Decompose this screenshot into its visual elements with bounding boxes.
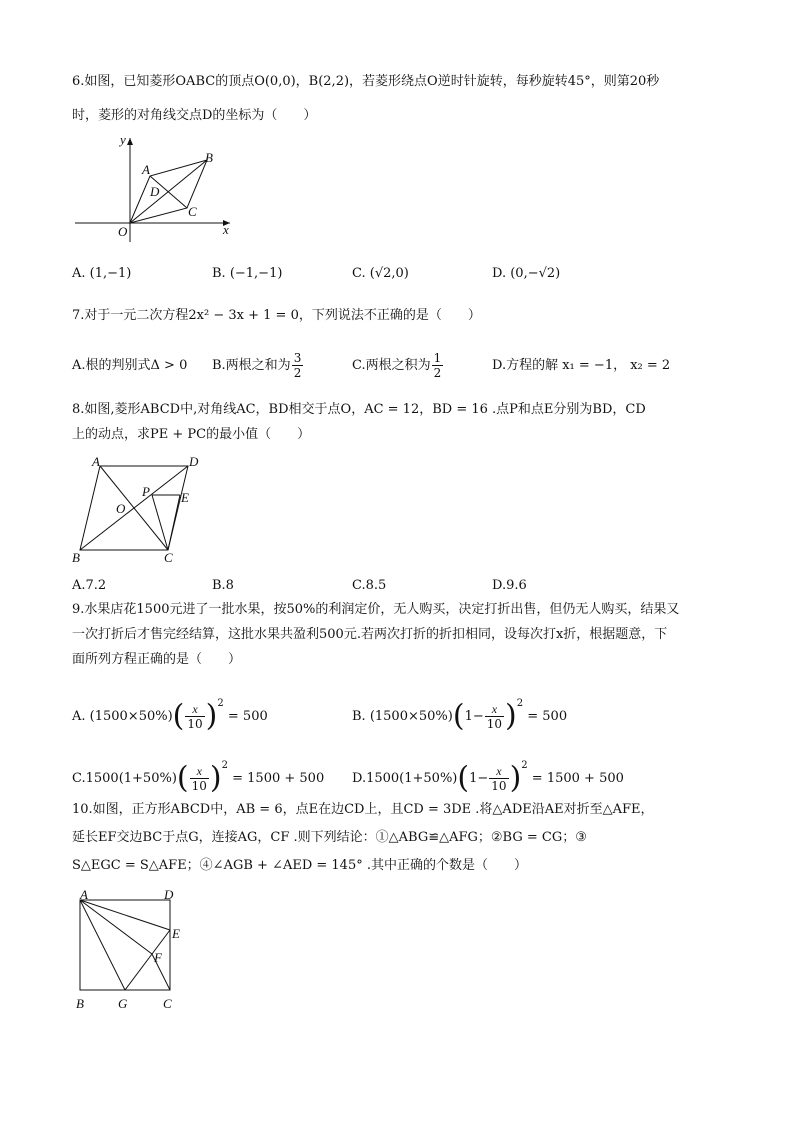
- q9-line3: 面所列方程正确的是（ ）: [72, 652, 242, 667]
- q6-option-b: B. (−1,−1): [212, 266, 283, 281]
- q6-option-a: A. (1,−1): [72, 266, 132, 281]
- q6-label-C: C: [188, 204, 197, 219]
- q8-figure-rhombus: [68, 450, 203, 568]
- q9-option-d: D.1500(1+50%)(1− $\frac{x}{10}$ )$^2$ = 1500 + 500: [352, 760, 624, 796]
- q7-option-a: A.根的判别式Δ > 0: [72, 358, 188, 373]
- q8-line2: 上的动点，求PE + PC的最小值（ ）: [72, 427, 311, 442]
- q10-line2: 延长EF交边BC于点G，连接AG，CF .则下列结论：①△ABG≌△AFG；②BG = CG；③: [72, 830, 587, 845]
- q10-label-F: F: [154, 950, 162, 965]
- q6-label-A: A: [142, 162, 150, 177]
- q7-option-c-text: C.两根之积为: [352, 358, 431, 373]
- q6-line1: 6.如图，已知菱形OABC的顶点O(0,0)，B(2,2)，若菱形绕点O逆时针旋转，每秒旋转45°，则第20秒: [72, 74, 660, 89]
- q10-label-D: D: [164, 890, 174, 902]
- q6-label-D: D: [150, 184, 160, 199]
- q8-label-D: D: [189, 454, 199, 469]
- q7-option-d: D.方程的解 x₁ = −1， x₂ = 2: [492, 358, 671, 373]
- q8-option-a: A.7.2: [72, 578, 107, 593]
- q7-option-b: [212, 348, 304, 384]
- q9-line2: 一次打折后才售完经结算，这批水果共盈利500元.若两次打折的折扣相同，设每次打x折，根据题意，下: [72, 627, 668, 642]
- q8-option-d: D.9.6: [492, 578, 527, 593]
- q10-label-C: C: [163, 996, 172, 1011]
- q7-option-b-fraction: $\frac{3}{2}$: [293, 351, 302, 380]
- q6-label-x: x: [223, 222, 229, 237]
- q7-line1: 7.对于一元二次方程2x² − 3x + 1 = 0，下列说法不正确的是（ ）: [72, 308, 481, 323]
- q10-label-A: A: [80, 890, 88, 902]
- q8-label-O: O: [116, 501, 126, 516]
- q7-option-c: [352, 348, 444, 384]
- q10-line3: S△EGC = S△AFE；④∠AGB + ∠AED = 145° .其中正确的个数是（ ）: [72, 858, 527, 873]
- q6-label-B: B: [205, 150, 213, 165]
- q8-label-E: E: [181, 490, 189, 505]
- q9-option-a: A. (1500×50%)( $\frac{x}{10}$ )$^2$ = 500: [72, 698, 268, 734]
- q7-option-b-text: B.两根之和为: [212, 358, 291, 373]
- q10-label-E: E: [172, 926, 180, 941]
- q8-label-C: C: [164, 550, 173, 565]
- q6-label-y: y: [120, 132, 126, 147]
- q8-option-b: B.8: [212, 578, 234, 593]
- q6-option-c: C. (√2,0): [352, 266, 409, 281]
- q9-option-b: B. (1500×50%)(1− $\frac{x}{10}$ )$^2$ = 500: [352, 698, 568, 734]
- q10-label-G: G: [118, 996, 128, 1011]
- q8-line1: 8.如图,菱形ABCD中,对角线AC，BD相交于点O，AC = 12，BD = 16 .点P和点E分别为BD，CD: [72, 402, 646, 417]
- q8-option-c: C.8.5: [352, 578, 387, 593]
- q10-label-B: B: [76, 996, 84, 1011]
- q7-option-c-fraction: $\frac{1}{2}$: [433, 351, 442, 380]
- q10-figure-square: [70, 890, 195, 1015]
- q10-line1: 10.如图，正方形ABCD中，AB = 6，点E在边CD上，且CD = 3DE .将△ADE沿AE对折至△AFE，: [72, 802, 654, 817]
- q9-option-c: C.1500(1+50%)( $\frac{x}{10}$ )$^2$ = 1500 + 500: [72, 760, 325, 796]
- q6-line2: 时，菱形的对角线交点D的坐标为（ ）: [72, 108, 317, 123]
- q8-label-P: P: [142, 484, 150, 499]
- q6-figure-rhombus-axes: [70, 130, 245, 245]
- q9-line1: 9.水果店花1500元进了一批水果，按50%的利润定价，无人购买，决定打折出售，但仍无人购买，结果又: [72, 602, 680, 617]
- q8-label-B: B: [72, 550, 80, 565]
- q6-option-d: D. (0,−√2): [492, 266, 561, 281]
- q8-label-A: A: [92, 454, 100, 469]
- q6-label-O: O: [118, 224, 128, 239]
